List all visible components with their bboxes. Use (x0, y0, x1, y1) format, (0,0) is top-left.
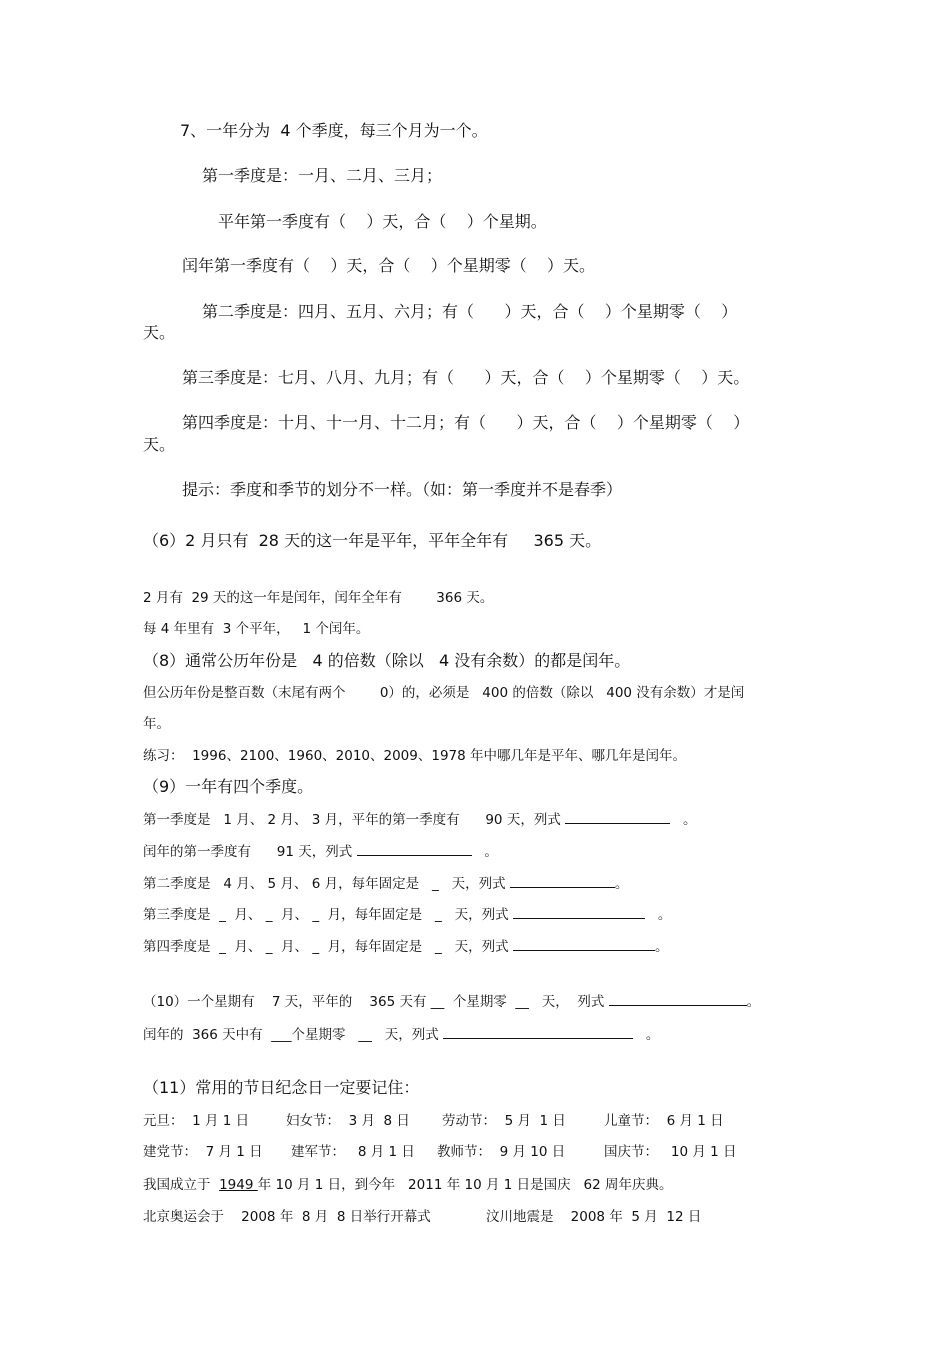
section6-line3: 每 4 年里有 3 个平年， 1 个闰年。 (143, 621, 370, 637)
section7-line5: 第二季度是：四月、五月、六月；有（ ）天，合（ ）个星期零（ ） (202, 302, 738, 321)
section7-line3: 平年第一季度有（ ）天，合（ ）个星期。 (218, 212, 547, 231)
holiday-childrens-day: 儿童节： 6 月 1 日 (604, 1113, 724, 1129)
section8-line2-cont: 年。 (143, 716, 170, 732)
holiday-army-day: 建军节： 8 月 1 日 (291, 1144, 415, 1160)
answer-blank[interactable] (609, 991, 747, 1006)
section7-line7: 第四季度是：十月、十一月、十二月；有（ ）天，合（ ）个星期零（ ） (182, 413, 750, 432)
olympics-line: 北京奥运会于 2008 年 8 月 8 日举行开幕式 (143, 1209, 431, 1225)
section9-q1b-end: 。 (471, 844, 498, 860)
answer-blank[interactable] (510, 873, 615, 888)
section9-q4-end: 。 (654, 939, 669, 955)
section6-line1: （6）2 月只有 28 天的这一年是平年，平年全年有 365 天。 (143, 531, 602, 550)
section10-line2-end: 。 (633, 1027, 660, 1043)
answer-blank[interactable] (357, 841, 472, 856)
section7-line5-cont: 天。 (143, 323, 176, 342)
holiday-labor-day: 劳动节： 5 月 1 日 (442, 1113, 566, 1129)
section9-q1b (143, 840, 498, 860)
holiday-party-day: 建党节： 7 月 1 日 (143, 1144, 263, 1160)
answer-blank[interactable] (443, 1024, 633, 1039)
founding-year: 1949 (219, 1177, 258, 1193)
section7-tip: 提示：季度和季节的划分不一样。（如：第一季度并不是春季） (182, 480, 623, 499)
section9-q1 (143, 808, 696, 828)
section6-line2: 2 月有 29 天的这一年是闰年，闰年全年有 366 天。 (143, 590, 494, 606)
section9-q3-text: 第三季度是 _ 月、 _ 月、 _ 月，每年固定是 _ 天，列式 (143, 907, 513, 923)
answer-blank[interactable] (513, 936, 655, 951)
holiday-womens-day: 妇女节： 3 月 8 日 (286, 1113, 410, 1129)
section9-q1b-text: 闰年的第一季度有 91 天，列式 (143, 844, 357, 860)
section7-line6: 第三季度是：七月、八月、九月；有（ ）天，合（ ）个星期零（ ）天。 (182, 368, 750, 387)
section7-line2: 第一季度是：一月、二月、三月； (202, 166, 443, 185)
section8-practice: 练习： 1996、2100、1960、2010、2009、1978 年中哪几年是平年、哪几年是闰年。 (143, 748, 687, 764)
section9-q4-text: 第四季度是 _ 月、 _ 月、 _ 月，每年固定是 _ 天，列式 (143, 939, 513, 955)
founding-line (143, 1173, 672, 1193)
section8-line2: 但公历年份是整百数（末尾有两个 0）的，必须是 400 的倍数（除以 400 没有余数）才是闰 (143, 685, 745, 701)
section7-line4: 闰年第一季度有（ ）天，合（ ）个星期零（ ）天。 (182, 256, 596, 275)
section10-line1-end: 。 (746, 994, 761, 1010)
section10-line2 (143, 1023, 659, 1043)
holiday-national-day: 国庆节： 10 月 1 日 (604, 1144, 737, 1160)
section9-q2 (143, 872, 628, 892)
section9-q3 (143, 903, 671, 923)
section10-line1 (143, 990, 760, 1010)
section7-line7-cont: 天。 (143, 435, 176, 454)
holiday-teachers-day: 教师节： 9 月 10 日 (437, 1144, 566, 1160)
section9-q1-end: 。 (670, 812, 697, 828)
founding-rest: 年 10 月 1 日，到今年 2011 年 10 月 1 日是国庆 62 周年庆典。 (257, 1177, 673, 1193)
answer-blank[interactable] (513, 904, 645, 919)
section10-line1-text: （10）一个星期有 7 天，平年的 365 天有 __ 个星期零 __ 天， 列式 (143, 994, 609, 1010)
section9-q1-text: 第一季度是 1 月、 2 月、 3 月，平年的第一季度有 90 天，列式 (143, 812, 566, 828)
section9-q4 (143, 935, 668, 955)
earthquake-line: 汶川地震是 2008 年 5 月 12 日 (486, 1209, 702, 1225)
section11-title: （11）常用的节日纪念日一定要记住： (143, 1078, 420, 1097)
section9-q3-end: 。 (644, 907, 672, 923)
section8-line1: （8）通常公历年份是 4 的倍数（除以 4 没有余数）的都是闰年。 (143, 651, 631, 670)
answer-blank[interactable] (565, 809, 670, 824)
section9-q2-text: 第二季度是 4 月、 5 月、 6 月，每年固定是 _ 天，列式 (143, 876, 510, 892)
section7-line1: 7、一年分为 4 个季度，每三个月为一个。 (180, 121, 488, 140)
holiday-new-year: 元旦： 1 月 1 日 (143, 1113, 250, 1129)
section10-line2-text: 闰年的 366 天中有 ___个星期零 __ 天，列式 (143, 1027, 444, 1043)
section9-q2-end: 。 (614, 876, 629, 892)
section9-title: （9）一年有四个季度。 (143, 777, 314, 796)
founding-prefix: 我国成立于 (143, 1177, 220, 1193)
